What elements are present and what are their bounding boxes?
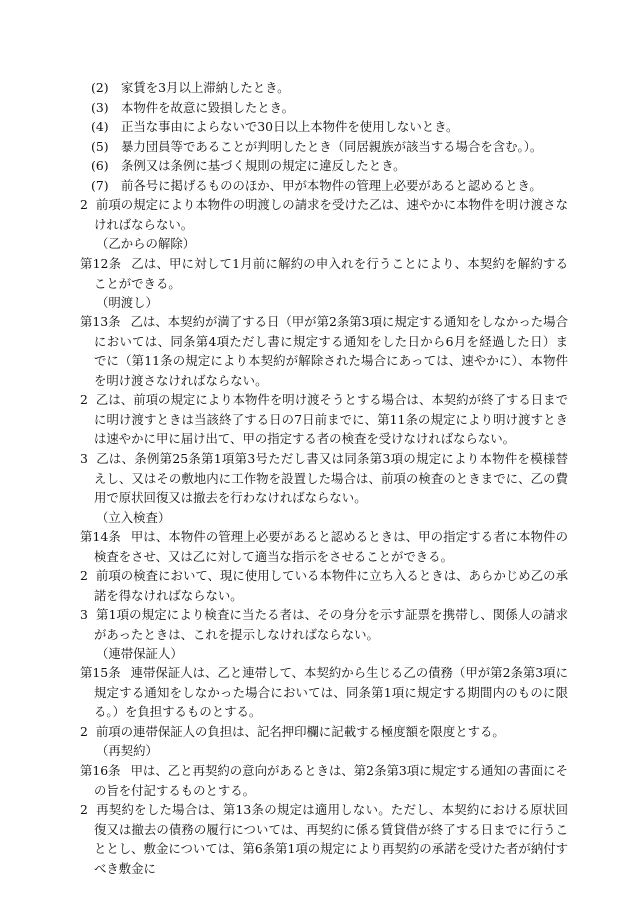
article-15-heading: （連帯保証人）: [96, 646, 183, 661]
paragraph-number: 2: [80, 802, 88, 817]
paragraph-number: 2: [80, 568, 88, 583]
article-15-paragraph-2: [80, 722, 568, 742]
item-number: (6): [91, 158, 109, 173]
article-12-heading: （乙からの解除）: [96, 236, 196, 251]
item-text: 前各号に掲げるもののほか、甲が本物件の管理上必要があると認めるとき。: [121, 178, 542, 193]
article-text: 連帯保証人は、乙と連帯して、本契約から生じる乙の債務（甲が第2条第3項に規定する通知をしなかった場合においては、同条第1項に規定する期間内のものに限る。）を負担するものとする。: [94, 665, 568, 720]
article-15: [80, 663, 568, 722]
paragraph-text: 乙は、条例第25条第1項第3号ただし書又は同条第3項の規定により本物件を模様替えし、又はその敷地内に工作物を設置した場合は、前項の検査のときまでに、乙の費用で原状回復又は撤去を行わなければならない。: [94, 451, 568, 506]
paragraph-number: 2: [80, 724, 88, 739]
article-13-paragraph-3: [80, 449, 568, 508]
paragraph-number: 2: [80, 392, 88, 407]
paragraph-number: 2: [80, 197, 88, 212]
article-number: 第16条: [80, 763, 121, 778]
article-14-paragraph-2: [80, 566, 568, 605]
article-16: [80, 761, 568, 800]
item-text: 正当な事由によらないで30日以上本物件を使用しないとき。: [121, 119, 459, 134]
paragraph-text: 再契約をした場合は、第13条の規定は適用しない。ただし、本契約における原状回復又は撤去の債務の履行については、再契約に係る賃貸借が終了する日までに行うこととし、敷金については、第6条第1項の規定により再契約の承諾を受けた者が納付すべき敷金に: [94, 802, 568, 876]
article-number: 第15条: [80, 665, 121, 680]
article-text: 乙は、甲に対して1月前に解約の申入れを行うことにより、本契約を解約することができる。: [94, 256, 568, 291]
paragraph-text: 前項の規定により本物件の明渡しの請求を受けた乙は、速やかに本物件を明け渡さなければならない。: [94, 197, 568, 232]
item-text: 本物件を故意に毀損したとき。: [121, 100, 294, 115]
item-number: (3): [91, 100, 109, 115]
clause-item-4: [91, 117, 561, 137]
article-text: 甲は、本物件の管理上必要があると認めるときは、甲の指定する者に本物件の検査をさせ、又は乙に対して適当な指示をさせることができる。: [94, 529, 568, 564]
item-text: 家賃を3月以上滞納したとき。: [121, 80, 290, 95]
item-number: (5): [91, 139, 109, 154]
article-16-paragraph-2: [80, 800, 568, 878]
article-number: 第12条: [80, 256, 122, 271]
paragraph-text: 前項の連帯保証人の負担は、記名押印欄に記載する極度額を限度とする。: [95, 724, 505, 739]
clause-item-7: [91, 176, 561, 196]
article-text: 甲は、乙と再契約の意向があるときは、第2条第3項に規定する通知の書面にその旨を付記するものとする。: [94, 763, 568, 798]
article-16-heading: （再契約）: [96, 743, 158, 758]
article-14: [80, 527, 568, 566]
clause-item-3: [91, 98, 561, 118]
article-number: 第13条: [80, 314, 121, 329]
paragraph-text: 前項の検査において、現に使用している本物件に立ち入るときは、あらかじめ乙の承諾を得なければならない。: [94, 568, 568, 603]
item-number: (4): [91, 119, 109, 134]
paragraph-number: 3: [80, 607, 88, 622]
paragraph-number: 3: [80, 451, 88, 466]
clause-item-5: [91, 137, 561, 157]
clause-item-6: [91, 156, 561, 176]
article-text: 乙は、本契約が満了する日（甲が第2条第3項に規定する通知をしなかった場合においては、同条第4項ただし書に規定する通知をした日から6月を経過した日）までに（第11条の規定により本契約が解除された場合にあっては、速やかに）、本物件を明け渡さなければならない。: [94, 314, 568, 388]
paragraph-text: 第1項の規定により検査に当たる者は、その身分を示す証票を携帯し、関係人の請求があったときは、これを提示しなければならない。: [94, 607, 568, 642]
item-number: (2): [91, 80, 109, 95]
item-number: (7): [91, 178, 109, 193]
article-13: [80, 312, 568, 390]
article-11-paragraph-2: [80, 195, 568, 234]
article-13-heading: （明渡し）: [96, 295, 158, 310]
item-text: 暴力団員等であることが判明したとき（同居親族が該当する場合を含む。）。: [121, 139, 543, 154]
item-text: 条例又は条例に基づく規則の規定に違反したとき。: [121, 158, 406, 173]
article-14-heading: （立入検査）: [96, 510, 171, 525]
article-12: [80, 254, 568, 293]
article-14-paragraph-3: [80, 605, 568, 644]
article-number: 第14条: [80, 529, 121, 544]
article-13-paragraph-2: [80, 390, 568, 449]
paragraph-text: 乙は、前項の規定により本物件を明け渡そうとする場合は、本契約が終了する日までに明け渡すときは当該終了する日の7日前までに、第11条の規定により明け渡すときは速やかに甲に届け出て、甲の指定する者の検査を受けなければならない。: [94, 392, 568, 447]
clause-item-2: [91, 78, 561, 98]
